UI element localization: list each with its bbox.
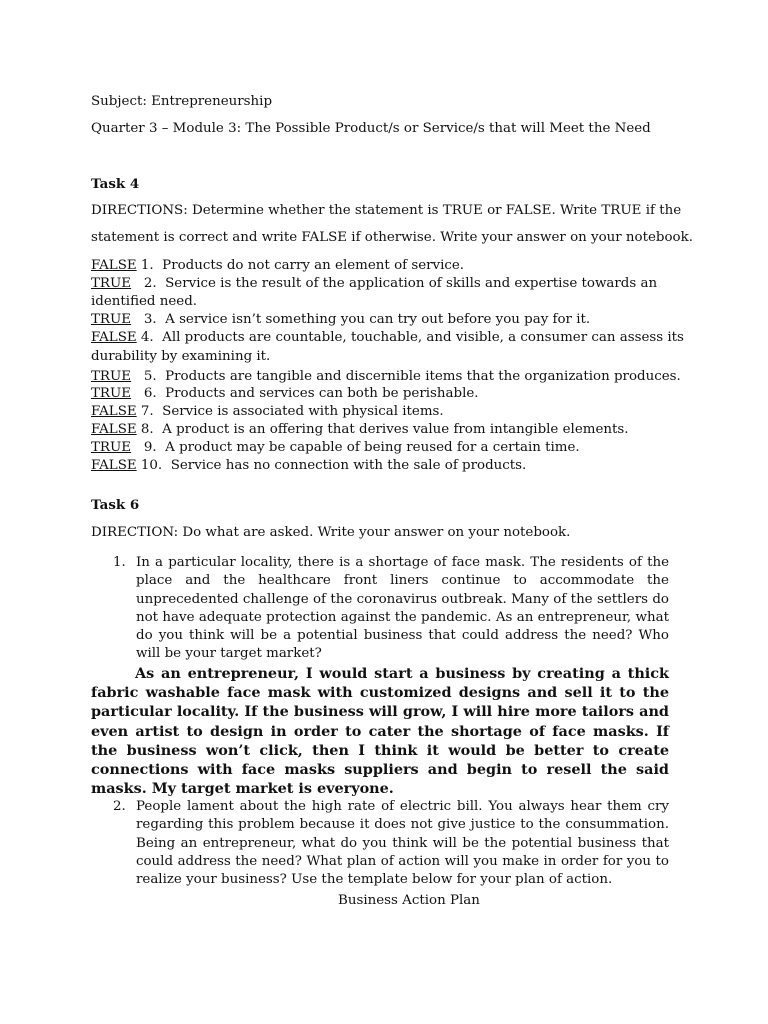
list-item [91,329,684,347]
statement-text: 3. A service isn’t something you can try out before you pay for it. [131,312,591,327]
statement-text: 9. A product may be capable of being reused for a certain time. [131,440,580,455]
answer-label: TRUE [91,312,132,327]
task6-heading: Task 6 [91,497,140,513]
statement-text: 10. Service has no connection with the sale of products. [136,458,527,473]
answer-label: TRUE [91,369,132,384]
list-item [91,275,657,293]
list-item [91,439,580,457]
question-number: 2. [113,799,126,814]
statement-text: 8. A product is an offering that derives value from intangible elements. [136,422,629,437]
list-item-continuation: identified need. [91,294,198,309]
plan-title: Business Action Plan [338,893,480,908]
task4-heading: Task 4 [91,176,140,192]
statement-text: 6. Products and services can both be perishable. [131,386,479,401]
list-item [91,385,479,403]
statement-text: 7. Service is associated with physical items. [136,404,444,419]
answer-label: TRUE [91,276,132,291]
list-item [91,421,629,439]
list-item [91,457,526,475]
question-number: 1. [113,555,126,570]
answer-label: FALSE [91,258,137,273]
answer-label: FALSE [91,422,137,437]
subject-line: Subject: Entrepreneurship [91,94,273,109]
list-item [91,403,444,421]
statement-text: 2. Service is the result of the application of skills and expertise towards an [131,276,658,291]
answer-1-text: As an entrepreneur, I would start a business by creating a thick fabric washable face mask with customized designs and sell it to the particular locality. If the business will grow, I will hire more tailors and even artist to design in order to cater the shortage of face masks. If the business won’t click, then I think it would be better to create connections with face masks suppliers and begin to resell the said masks. My target market is everyone. [91,665,669,798]
module-title: Quarter 3 – Module 3: The Possible Product/s or Service/s that will Meet the Need [91,121,651,136]
statement-text: 1. Products do not carry an element of service. [136,258,465,273]
statement-text: 4. All products are countable, touchable, and visible, a consumer can assess its [136,330,684,345]
list-item [91,311,590,329]
task4-directions-line2: statement is correct and write FALSE if otherwise. Write your answer on your notebook. [91,230,693,245]
list-item [91,257,464,275]
task6-direction: DIRECTION: Do what are asked. Write your answer on your notebook. [91,525,571,540]
list-item-continuation: durability by examining it. [91,349,271,364]
answer-label: TRUE [91,386,132,401]
statement-text: 5. Products are tangible and discernible items that the organization produces. [131,369,681,384]
task4-directions-line1: DIRECTIONS: Determine whether the statement is TRUE or FALSE. Write TRUE if the [91,203,682,218]
answer-label: FALSE [91,458,137,473]
question-1-text: In a particular locality, there is a shortage of face mask. The residents of the place and the healthcare front liners continue to accommodate the unprecedented challenge of the coronavirus outbreak. Many of the settlers do not have adequate protection against the pandemic. As an entrepreneur, what do you think will be a potential business that could address the need? Who will be your target market? [136,555,669,662]
question-2-text: People lament about the high rate of electric bill. You always hear them cry regarding this problem because it does not give justice to the consummation. Being an entrepreneur, what do you think will be the potential business that could address the need? What plan of action will you make in order for you to realize your business? Use the template below for your plan of action. [136,799,669,888]
list-item [91,368,681,386]
answer-label: TRUE [91,440,132,455]
answer-label: FALSE [91,404,137,419]
answer-label: FALSE [91,330,137,345]
